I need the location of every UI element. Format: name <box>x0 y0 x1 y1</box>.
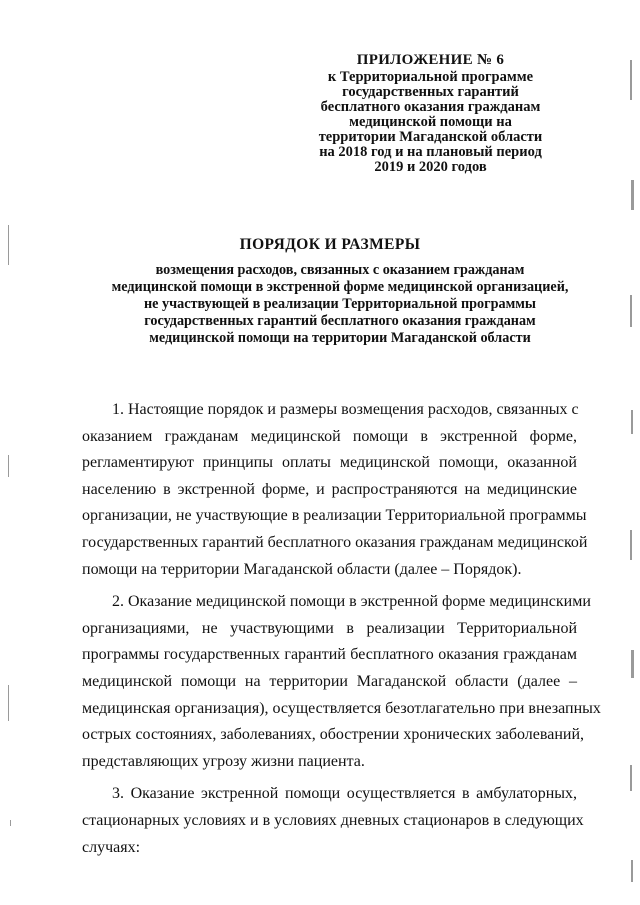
scan-artifact <box>631 650 634 678</box>
document-body <box>82 397 601 861</box>
scan-artifact <box>630 765 632 791</box>
scan-artifact <box>631 860 633 882</box>
paragraph-3-line: случаях: <box>82 838 141 856</box>
document-subtitle <box>80 262 600 347</box>
scan-artifact <box>630 60 632 100</box>
paragraph-2-line: представляющих угрозу жизни пациента. <box>82 752 365 770</box>
paragraph-2-line: программы государственных гарантий бесплатного оказания гражданам <box>82 646 577 664</box>
paragraph-1-line: регламентируют принципы оплаты медицинской помощи, оказанной <box>82 454 577 472</box>
paragraph-1-line: оказанием гражданам медицинской помощи в экстренной форме, <box>82 427 577 445</box>
scan-artifact <box>10 820 11 826</box>
paragraph-2-line: острых состояниях, заболеваниях, обострении хронических заболеваний, <box>82 726 585 744</box>
subtitle-line: не участвующей в реализации Территориальной программы <box>144 296 536 312</box>
paragraph-2-line: медицинской помощи на территории Магаданской области (далее – <box>82 672 577 690</box>
paragraph-1-line: помощи на территории Магаданской области (далее – Порядок). <box>82 560 522 578</box>
appendix-line: государственных гарантий <box>342 84 519 100</box>
subtitle-line: медицинской помощи на территории Магаданской области <box>149 330 531 346</box>
paragraph-2-line: медицинская организация), осуществляется безотлагательно при внезапных <box>82 699 601 717</box>
subtitle-line: государственных гарантий бесплатного оказания гражданам <box>144 313 536 329</box>
scan-artifact <box>630 530 632 560</box>
appendix-line: 2019 и 2020 годов <box>374 159 487 175</box>
paragraph-1-line: государственных гарантий бесплатного оказания гражданам медицинской <box>82 533 588 551</box>
scan-artifact <box>8 685 9 721</box>
document-title: ПОРЯДОК И РАЗМЕРЫ <box>239 236 421 253</box>
appendix-line: к Территориальной программе <box>327 69 534 85</box>
appendix-line: на 2018 год и на плановый период <box>319 144 542 160</box>
paragraph-3-line: стационарных условиях и в условиях дневных стационаров в следующих <box>82 811 584 829</box>
scan-artifact <box>8 225 9 265</box>
scan-artifact <box>631 180 634 210</box>
paragraph-2-line: организациями, не участвующими в реализации Территориальной <box>82 619 577 637</box>
subtitle-line: возмещения расходов, связанных с оказанием гражданам <box>155 262 525 278</box>
appendix-header <box>318 53 543 175</box>
subtitle-line: медицинской помощи в экстренной форме медицинской организацией, <box>111 279 569 295</box>
paragraph-1-line: организации, не участвующие в реализации Территориальной программы <box>82 507 587 525</box>
scan-artifact <box>631 410 633 434</box>
appendix-line: медицинской помощи на <box>349 114 512 130</box>
appendix-line: территории Магаданской области <box>318 129 543 145</box>
scan-artifact <box>630 295 632 327</box>
scan-artifact <box>8 455 9 477</box>
appendix-line: бесплатного оказания гражданам <box>320 99 541 115</box>
paragraph-1-line: 1. Настоящие порядок и размеры возмещения расходов, связанных с <box>112 401 579 418</box>
paragraph-2-line: 2. Оказание медицинской помощи в экстренной форме медицинскими <box>112 593 591 611</box>
appendix-title: ПРИЛОЖЕНИЕ № 6 <box>356 52 505 68</box>
paragraph-1-line: населению в экстренной форме, и распространяются на медицинские <box>82 480 577 498</box>
paragraph-3-line: 3. Оказание экстренной помощи осуществляется в амбулаторных, <box>112 785 577 803</box>
